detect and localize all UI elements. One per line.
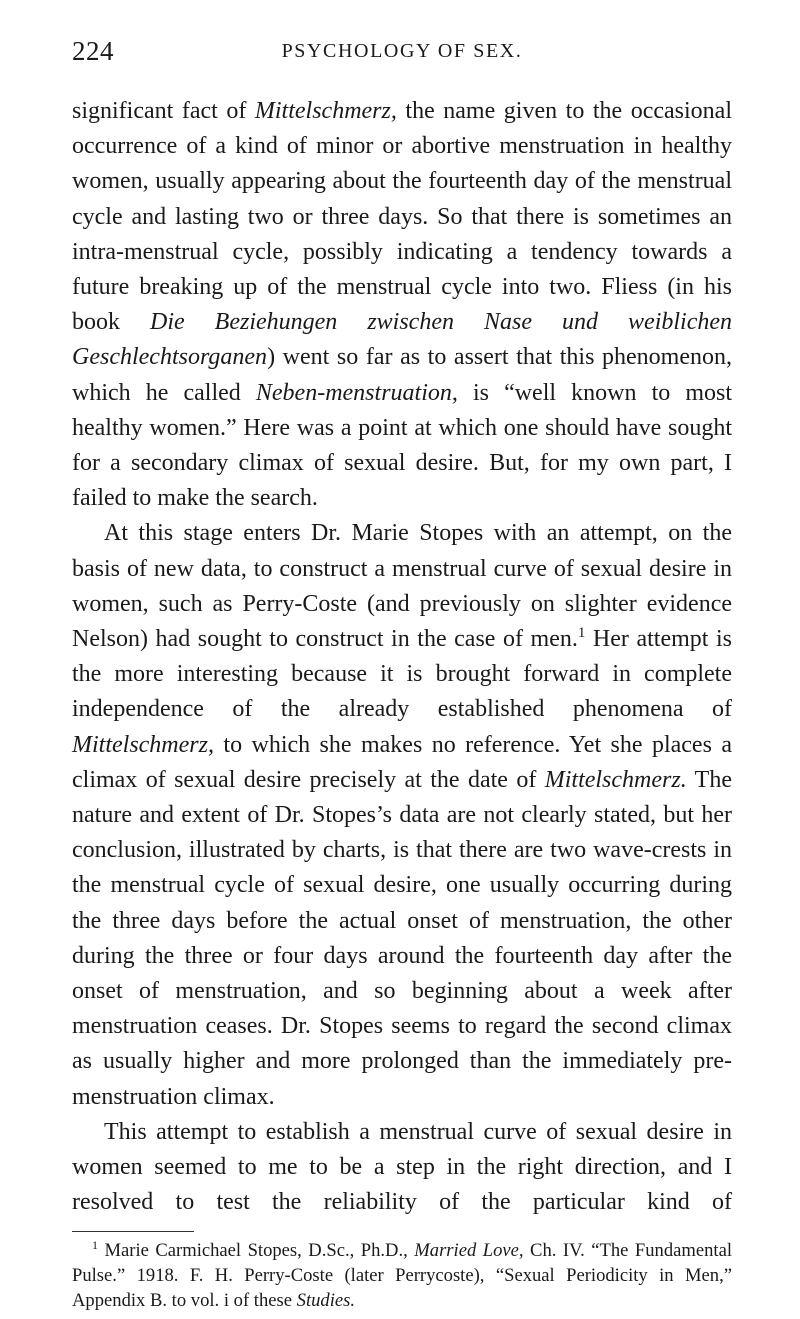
- footnotes: [72, 1238, 732, 1313]
- paragraph-2-italic-2: Mittelschmerz.: [544, 766, 687, 793]
- paragraph-3-text-1: This attempt to establish a menstrual curve of sexual desire in women seemed to me to be a step in the right direction, and I resolved to test the reliability of the particular kind of: [72, 1118, 732, 1216]
- paragraph-1-italic-2: Die Beziehungen zwischen Nase und weiblichen Geschlechtsorganen: [72, 309, 732, 371]
- footnote-text-1: Marie Carmichael Stopes, D.Sc., Ph.D.,: [98, 1239, 415, 1261]
- footnote-1: [72, 1238, 732, 1313]
- page-number: 224: [72, 36, 114, 66]
- footnote-divider: [72, 1231, 194, 1232]
- paragraph-1-text-3: ) went so far as to assert that this phenomenon, which he called: [72, 344, 732, 406]
- paragraph-2-text-1: At this stage enters Dr. Marie Stopes with an attempt, on the basis of new data, to construct a menstrual curve of sexual desire in women, such as Perry-Coste (and previously on slighter evidence Nelson) had sought to construct in the case of men.: [72, 520, 732, 653]
- paragraph-1-text-2: the name given to the occasional occurrence of a kind of minor or abortive menstruation in healthy women, usually appearing about the fourteenth day of the menstrual cycle and lasting two or three days. So that there is sometimes an intra-menstrual cycle, possibly indicating a tendency towards a future breaking up of the menstrual cycle into two. Fliess (in his book: [72, 98, 733, 336]
- running-title: PSYCHOLOGY OF SEX.: [281, 40, 523, 62]
- paragraph-1: [72, 94, 732, 516]
- footnote-reference-1: 1: [577, 625, 586, 642]
- paragraph-1-italic-3: Neben-menstruation,: [255, 379, 458, 406]
- paragraph-2-text-2: Her attempt is the more interesting because it is brought forward in complete independence of the already established phenomena of: [72, 626, 732, 723]
- paragraph-2-text-3: to which she makes no reference. Yet she places a climax of sexual desire precisely at the date of: [72, 731, 732, 793]
- paragraph-2-italic-1: Mittelschmerz,: [72, 731, 214, 758]
- paragraph-2: [72, 516, 732, 1114]
- body-text: [72, 94, 732, 1221]
- paragraph-1-italic-1: Mittelschmerz,: [254, 98, 397, 124]
- book-page: [72, 36, 732, 1313]
- footnote-italic-1: Married Love,: [414, 1239, 524, 1261]
- paragraph-1-text-1: significant fact of: [72, 98, 255, 124]
- footnote-marker: 1: [92, 1237, 98, 1252]
- paragraph-1-text-4: is “well known to most healthy women.” Here was a point at which one should have sought for a secondary climax of sexual desire. But, for my own part, I failed to make the search.: [72, 379, 732, 512]
- paragraph-2-text-4: The nature and extent of Dr. Stopes’s data are not clearly stated, but her conclusion, illustrated by charts, is that there are two wave-crests in the menstrual cycle of sexual desire, one usually occurring during the three days before the actual onset of menstruation, the other during the three or four days around the fourteenth day after the onset of menstruation, and so beginning about a week after menstruation ceases. Dr. Stopes seems to regard the second climax as usually higher and more prolonged than the immediately pre-menstruation climax.: [72, 766, 732, 1110]
- running-header: [72, 36, 732, 76]
- footnote-italic-2: Studies.: [296, 1289, 356, 1311]
- footnote-text-2: Ch. IV. “The Fundamental Pulse.” 1918. F. H. Perry-Coste (later Perrycoste), “Sexual Periodicity in Men,” Appendix B. to vol. i of these: [72, 1239, 732, 1311]
- paragraph-3: [72, 1115, 732, 1221]
